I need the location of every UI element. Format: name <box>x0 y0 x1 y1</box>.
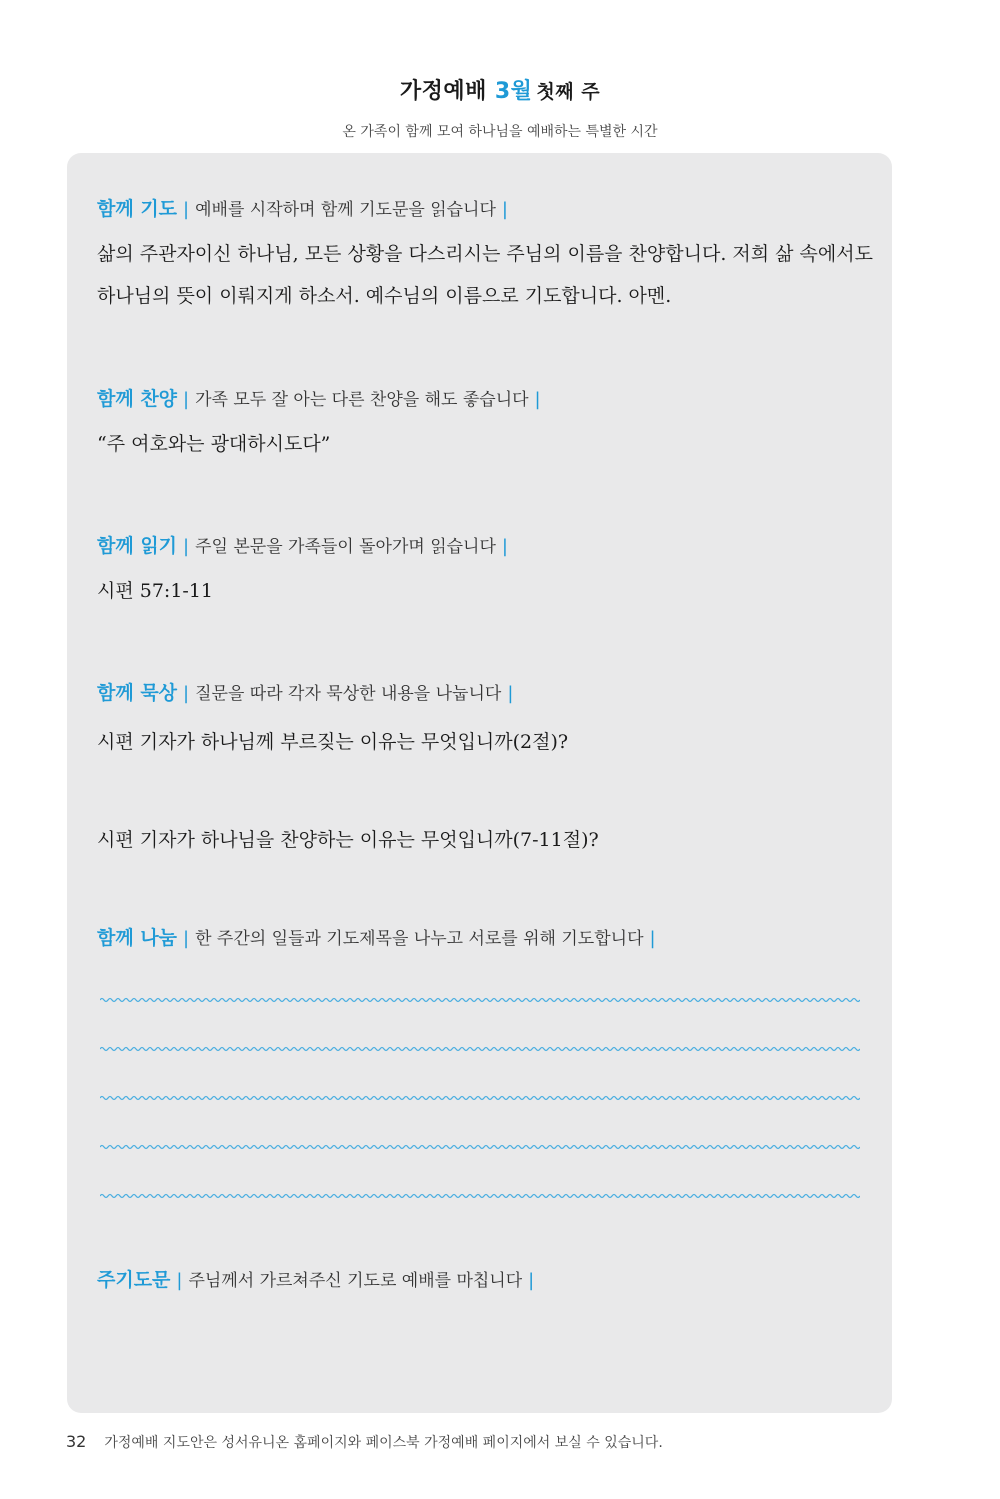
divider: | <box>176 1270 183 1291</box>
sharing-section <box>97 923 877 950</box>
praise-text: “주 여호와는 광대하시도다” <box>97 433 331 455</box>
prayer-instruction: 예배를 시작하며 함께 기도문을 읽습니다 <box>195 200 496 220</box>
praise-instruction: 가족 모두 잘 아는 다른 찬양을 해도 좋습니다 <box>195 390 529 410</box>
page-title <box>0 74 1000 105</box>
divider: | <box>183 199 190 220</box>
meditation-section <box>97 678 877 705</box>
divider: | <box>501 199 508 220</box>
divider: | <box>649 928 656 949</box>
praise-label: 함께 찬양 <box>97 388 178 410</box>
lords-prayer-section <box>97 1265 877 1292</box>
meditation-question-1: 시편 기자가 하나님께 부르짖는 이유는 무엇입니까(2절)? <box>97 731 569 753</box>
reading-heading <box>97 531 877 558</box>
meditation-heading <box>97 678 877 705</box>
title-week: 첫째 주 <box>536 81 601 103</box>
divider: | <box>183 389 190 410</box>
footer-note: 가정예배 지도안은 성서유니온 홈페이지와 페이스북 가정예배 페이지에서 보실 수 있습니다. <box>104 1435 663 1451</box>
divider: | <box>507 683 514 704</box>
lords-prayer-instruction: 주님께서 가르쳐주신 기도로 예배를 마칩니다 <box>188 1271 523 1291</box>
writing-line-2[interactable] <box>100 1044 860 1054</box>
worship-card <box>67 153 892 1413</box>
reading-section <box>97 531 877 612</box>
divider: | <box>534 389 541 410</box>
lords-prayer-label: 주기도문 <box>97 1269 171 1291</box>
sharing-heading <box>97 923 877 950</box>
sharing-label: 함께 나눔 <box>97 927 178 949</box>
meditation-question-2: 시편 기자가 하나님을 찬양하는 이유는 무엇입니까(7-11절)? <box>97 829 599 851</box>
writing-line-5[interactable] <box>100 1191 860 1201</box>
divider: | <box>183 683 190 704</box>
writing-line-4[interactable] <box>100 1142 860 1152</box>
page-subtitle: 온 가족이 함께 모여 하나님을 예배하는 특별한 시간 <box>342 124 658 140</box>
prayer-heading <box>97 194 877 221</box>
writing-line-1[interactable] <box>100 995 860 1005</box>
praise-heading <box>97 384 877 411</box>
title-text: 가정예배 <box>399 79 487 104</box>
divider: | <box>528 1270 535 1291</box>
divider: | <box>183 928 190 949</box>
sharing-instruction: 한 주간의 일들과 기도제목을 나누고 서로를 위해 기도합니다 <box>195 929 644 949</box>
prayer-section <box>97 194 877 317</box>
meditation-label: 함께 묵상 <box>97 682 178 704</box>
lords-prayer-heading <box>97 1265 877 1292</box>
divider: | <box>501 536 508 557</box>
reading-text: 시편 57:1-11 <box>97 580 214 602</box>
reading-label: 함께 읽기 <box>97 535 178 557</box>
meditation-instruction: 질문을 따라 각자 묵상한 내용을 나눕니다 <box>195 684 502 704</box>
reading-instruction: 주일 본문을 가족들이 돌아가며 읽습니다 <box>195 537 496 557</box>
title-month: 3월 <box>494 79 533 104</box>
praise-section <box>97 384 877 465</box>
writing-line-3[interactable] <box>100 1093 860 1103</box>
prayer-text: 삶의 주관자이신 하나님, 모든 상황을 다스리시는 주님의 이름을 찬양합니다. 저희 삶 속에서도 하나님의 뜻이 이뤄지게 하소서. 예수님의 이름으로 기도합니다. 아멘. <box>97 243 873 307</box>
prayer-label: 함께 기도 <box>97 198 178 220</box>
divider: | <box>183 536 190 557</box>
page-footer <box>66 1432 663 1452</box>
page-number: 32 <box>66 1432 87 1451</box>
